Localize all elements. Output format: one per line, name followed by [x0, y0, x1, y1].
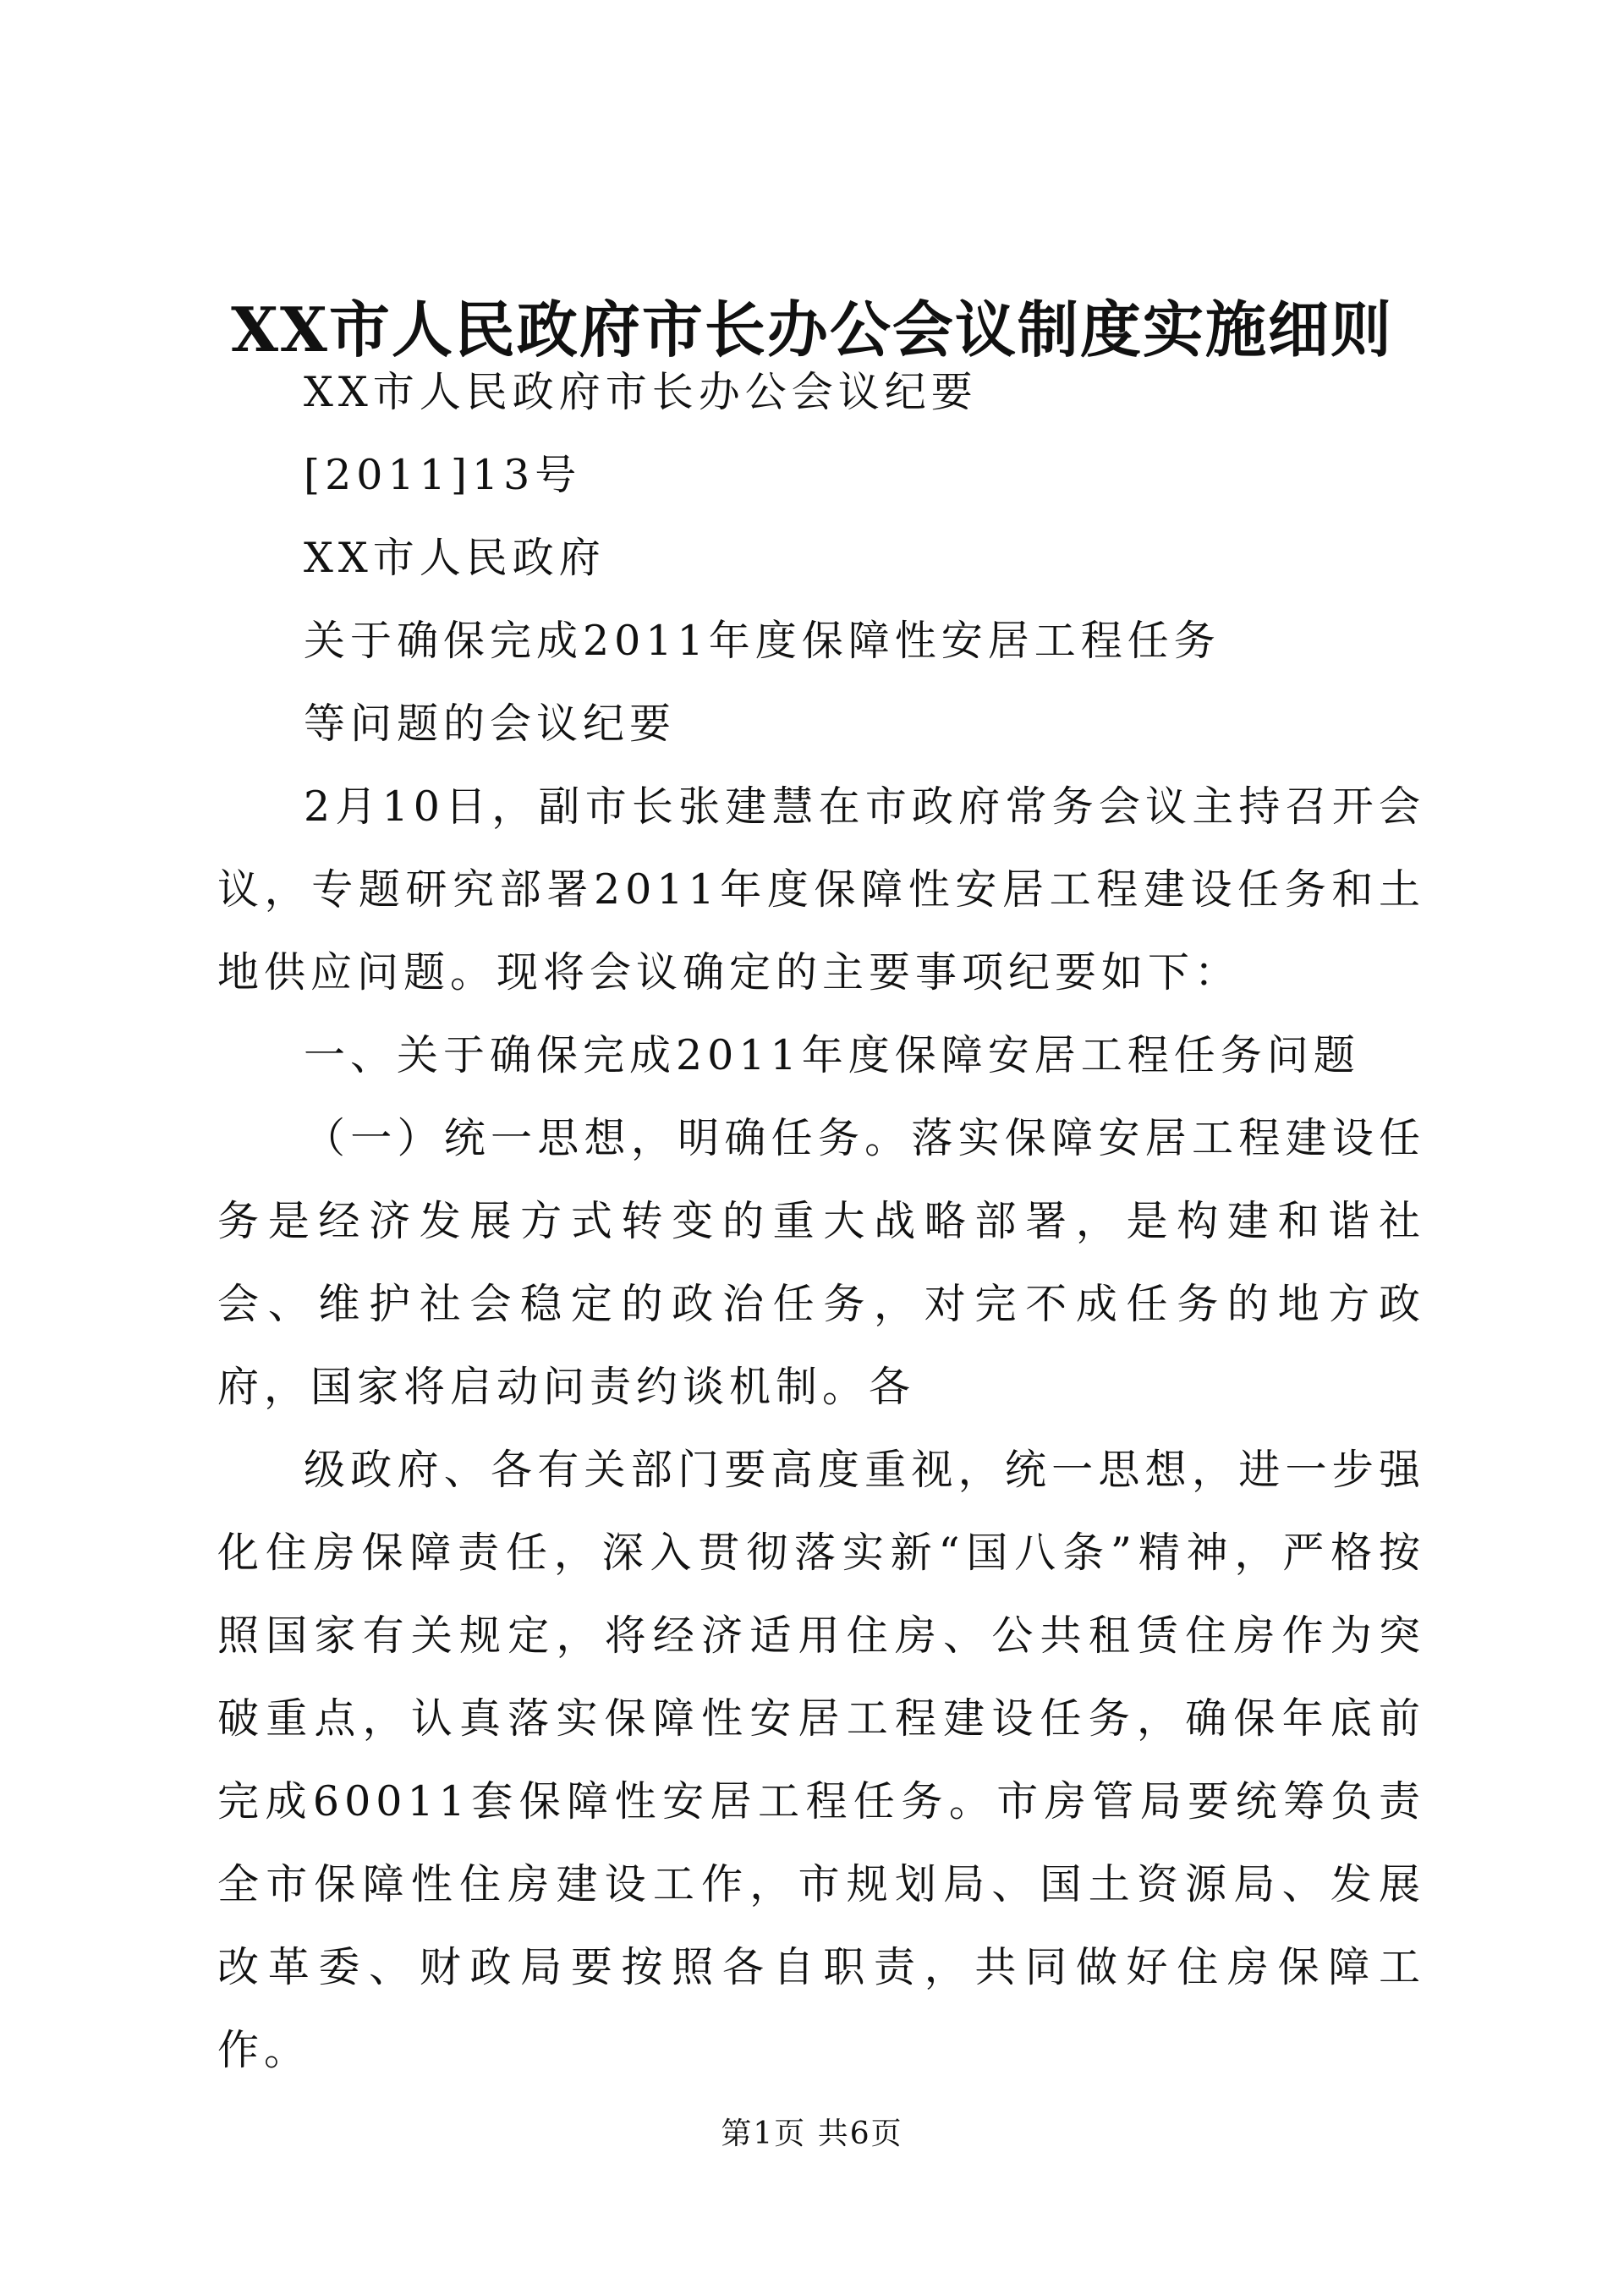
document-title: XX市人民政府市长办公会议制度实施细则 — [231, 294, 1393, 365]
paragraph-section-heading-1: 一、关于确保完成2011年度保障安居工程任务问题 — [304, 1031, 1360, 1079]
document-body — [217, 351, 1425, 2092]
page-footer: 第1页 共6页 — [721, 2117, 903, 2151]
paragraph-subsection-1: （一）统一思想，明确任务。落实保障安居工程建设任务是经济发展方式转变的重大战略部署，是构建和谐社会、维护社会稳定的政治任务，对完不成任务的地方政府，国家将启动问责约谈机制。各 — [217, 1114, 1425, 1411]
paragraph-issuing-authority: XX市人民政府 — [304, 534, 606, 582]
paragraph-subject-line-1: 关于确保完成2011年度保障性安居工程任务 — [304, 617, 1221, 665]
paragraph-document-number: [2011]13号 — [304, 451, 582, 499]
paragraph-subsection-1-continued: 级政府、各有关部门要高度重视，统一思想，进一步强化住房保障责任，深入贯彻落实新“国八条”精神，严格按照国家有关规定，将经济适用住房、公共租赁住房作为突破重点，认真落实保障性安居工程建设任务，确保年底前完成60011套保障性安居工程任务。市房管局要统筹负责全市保障性住房建设工作，市规划局、国土资源局、发展改革委、财政局要按照各自职责，共同做好住房保障工作。 — [217, 1446, 1425, 2074]
paragraph-subject-line-2: 等问题的会议纪要 — [304, 700, 677, 748]
paragraph-meeting-intro: 2月10日，副市长张建慧在市政府常务会议主持召开会议，专题研究部署2011年度保障性安居工程建设任务和土地供应问题。现将会议确定的主要事项纪要如下： — [217, 782, 1425, 997]
paragraph-meeting-minutes-header: XX市人民政府市长办公会议纪要 — [304, 368, 978, 416]
